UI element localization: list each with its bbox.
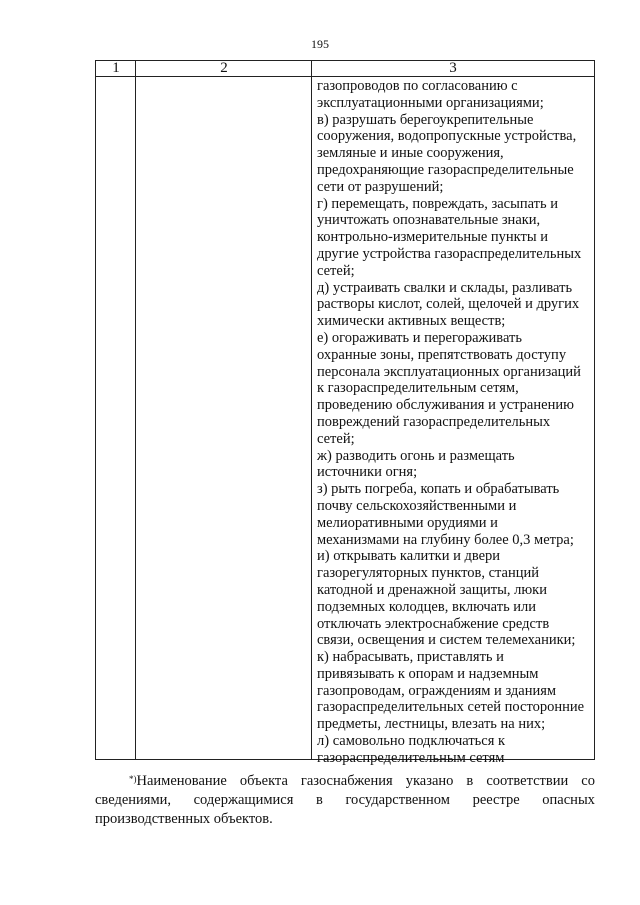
cell-text-line: к) набрасывать, приставлять и <box>317 649 504 666</box>
footnote-word: указано <box>405 773 454 789</box>
footnote-word: государственном <box>345 792 450 808</box>
footnote-word: реестре <box>472 792 520 808</box>
cell-text-line: подземных колодцев, включать или <box>317 598 537 615</box>
cell-text-line: растворы кислот, солей, щелочей и других <box>317 296 580 313</box>
column-divider-2 <box>311 61 312 759</box>
cell-text-line: газораспределительным сетям <box>317 749 505 766</box>
cell-text-line: отключать электроснабжение средств <box>317 615 550 632</box>
cell-text-line: газопроводам, ограждениям и зданиям <box>317 682 557 699</box>
cell-text-line: г) перемещать, повреждать, засыпать и <box>317 195 559 212</box>
footnote-marker: *) <box>129 774 137 784</box>
cell-text-line: сетей; <box>317 262 355 279</box>
cell-text-line: д) устраивать свалки и склады, разливать <box>317 279 573 296</box>
cell-text-line: земляные и иные сооружения, <box>317 145 504 162</box>
cell-text-line: е) огораживать и перегораживать <box>317 329 522 346</box>
footnote-word: в <box>316 792 323 808</box>
cell-text-line: газорегуляторных пунктов, станций <box>317 565 539 582</box>
footnote-word: в <box>466 773 474 789</box>
footnote-line-2 <box>95 791 595 810</box>
cell-text-line: мелиоративными орудиями и <box>317 514 498 531</box>
cell-text-line: газораспределительных сетей посторонние <box>317 699 585 716</box>
cell-text-line: связи, освещения и систем телемеханики; <box>317 632 576 649</box>
cell-text-line: з) рыть погреба, копать и обрабатывать <box>317 481 560 498</box>
footnote-line-1 <box>95 772 595 791</box>
cell-text-line: охранные зоны, препятствовать доступу <box>317 346 567 363</box>
cell-text-line: сетей; <box>317 430 355 447</box>
column-header-1: 1 <box>112 60 120 76</box>
cell-text-line: почву сельскохозяйственными и <box>317 497 517 514</box>
cell-text-line: уничтожать опознавательные знаки, <box>317 212 541 229</box>
cell-text-line: источники огня; <box>317 464 418 481</box>
page-number: 195 <box>311 37 329 51</box>
column-3-cell <box>317 78 593 767</box>
footnote-text-1 <box>137 772 596 791</box>
footnote-word: Наименование <box>136 773 227 789</box>
cell-text-line: эксплуатационными организациями; <box>317 94 544 111</box>
cell-text-line: персонала эксплуатационных организаций <box>317 363 581 380</box>
footnote-word: соответствии <box>486 773 569 789</box>
cell-text-line: ж) разводить огонь и размещать <box>317 447 515 464</box>
cell-text-line: повреждений газораспределительных <box>317 413 551 430</box>
document-table <box>95 60 595 766</box>
footnote-word: объекта <box>239 773 288 789</box>
cell-text-line: сети от разрушений; <box>317 178 444 195</box>
column-header-2: 2 <box>220 60 228 76</box>
table-header-row <box>96 61 594 77</box>
cell-text-line: катодной и дренажной защиты, люки <box>317 581 547 598</box>
cell-text-line: другие устройства газораспределительных <box>317 245 582 262</box>
cell-text-line: предметы, лестницы, влезать на них; <box>317 716 546 733</box>
column-divider-1 <box>135 61 136 759</box>
cell-text-line: механизмами на глубину более 0,3 метра; <box>317 531 574 548</box>
footnote <box>95 772 595 829</box>
cell-text-line: к газораспределительным сетям, <box>317 380 519 397</box>
cell-text-line: в) разрушать берегоукрепительные <box>317 111 534 128</box>
footnote-word: содержащимися <box>193 792 294 808</box>
cell-text-line: проведению обслуживания и устранению <box>317 397 574 414</box>
cell-text-line: и) открывать калитки и двери <box>317 548 501 565</box>
footnote-word: со <box>581 773 595 789</box>
cell-text-line: л) самовольно подключаться к <box>317 733 506 750</box>
footnote-line-3: производственных объектов. <box>95 811 273 827</box>
footnote-word: сведениями, <box>95 792 172 808</box>
footnote-word: газоснабжения <box>300 773 393 789</box>
cell-text-line: химически активных веществ; <box>317 313 506 330</box>
cell-text-line: привязывать к опорам и надземным <box>317 665 539 682</box>
cell-text-line: предохраняющие газораспределительные <box>317 161 574 178</box>
cell-text-line: контрольно-измерительные пункты и <box>317 229 549 246</box>
cell-text-line: сооружения, водопропускные устройства, <box>317 128 577 145</box>
column-header-3: 3 <box>449 60 457 76</box>
footnote-word: опасных <box>542 792 595 808</box>
cell-text-line: газопроводов по согласованию с <box>317 78 518 94</box>
